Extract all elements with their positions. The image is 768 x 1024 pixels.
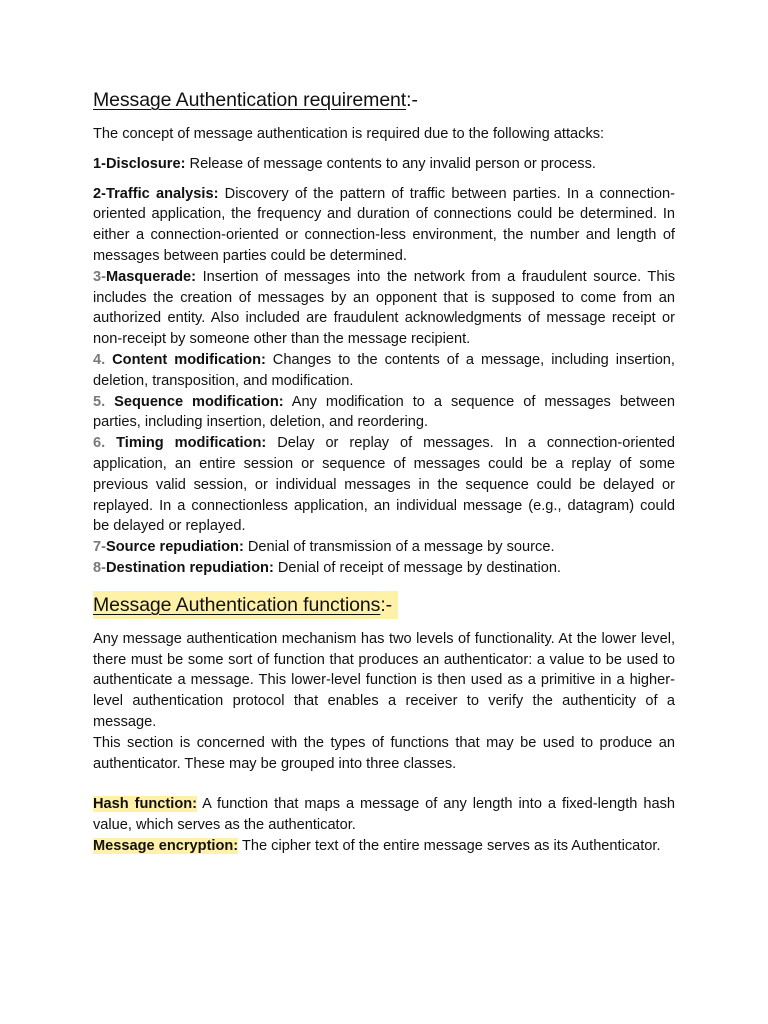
document-page [93,86,675,986]
item-number: 8- [93,559,106,576]
item-text: Denial of transmission of a message by source. [243,539,555,556]
message-encryption-term: Message encryption: [93,837,239,854]
item-term: Destination repudiation: [105,559,274,576]
functions-paragraph-1: Any message authentication mechanism has two levels of functionality. At the lower level, there must be some sort of function that produces an authenticator: a value to be used to authenticate a message. This lower-level function is then used as a primitive in a higher-level authentication protocol that enables a receiver to verify the authenticity of a message. [93,630,675,730]
item-text: Delay or replay of messages. In a connection-oriented application, an entire session or sequence of messages could be a replay of some previous valid session, or individual messages in the sequence could be delayed or replayed. In a connectionless application, an individual message (e.g., datagram) could be delayed or replayed. [93,435,675,535]
item-term: Source repudiation: [105,539,244,556]
attack-item-sequence-modification [93,392,675,434]
attack-item-destination-repudiation [93,558,675,579]
functions-paragraph-2: This section is concerned with the types of functions that may be used to produce an authenticator. These may be grouped into three classes. [93,734,675,772]
section-heading-functions [93,591,398,619]
attack-item-disclosure [93,154,675,175]
heading-suffix: :- [380,593,393,616]
attack-item-content-modification [93,350,675,392]
section-heading-functions-wrap [93,589,675,629]
item-number: 4. [93,351,106,368]
attack-item-timing-modification [93,433,675,537]
section-heading-requirement [93,86,675,114]
item-text: Any modification to a sequence of messages between parties, including insertion, deletion, and reordering. [93,393,675,431]
item-number: 1- [93,155,106,172]
message-encryption-paragraph [93,836,675,857]
item-term: Timing modification: [116,435,267,452]
item-term: Sequence modification: [114,393,284,410]
hash-function-text: A function that maps a message of any length into a fixed-length hash value, which serves as the authenticator. [93,796,675,834]
item-number: 2- [93,185,106,202]
item-number: 7- [93,539,106,556]
item-text: Release of message contents to any invalid person or process. [185,155,596,172]
item-number: 6. [93,435,106,452]
heading-title: Message Authentication requirement [93,89,407,111]
attack-item-masquerade [93,267,675,350]
item-term: Traffic analysis: [105,185,219,202]
heading-suffix: :- [406,89,418,111]
item-text: Insertion of messages into the network from a fraudulent source. This includes the creation of messages by an opponent that is supposed to come from an authorized entity. Also included are fraudulent acknowledgments of message receipt or non-receipt by someone other than the message recipient. [93,268,675,348]
item-number: 5. [93,393,106,410]
heading-title: Message Authentication functions [93,593,381,616]
hash-function-term: Hash function: [93,796,198,813]
hash-function-paragraph [93,794,675,836]
item-number: 3- [93,268,106,285]
item-term: Content modification: [112,351,266,368]
message-encryption-text: The cipher text of the entire message serves as its Authenticator. [238,837,661,854]
item-text: Changes to the contents of a message, including insertion, deletion, transposition, and modification. [93,351,675,389]
attack-item-source-repudiation [93,537,675,558]
item-text: Discovery of the pattern of traffic between parties. In a connection-oriented application, the frequency and duration of connections could be determined. In either a connection-oriented or connection-less environment, the number and length of messages between parties could be determined. [93,185,675,264]
item-term: Disclosure: [105,155,186,172]
intro-paragraph: The concept of message authentication is required due to the following attacks: [93,126,605,142]
attack-item-traffic-analysis [93,184,675,267]
item-term: Masquerade: [105,268,197,285]
item-text: Denial of receipt of message by destination. [273,559,561,576]
